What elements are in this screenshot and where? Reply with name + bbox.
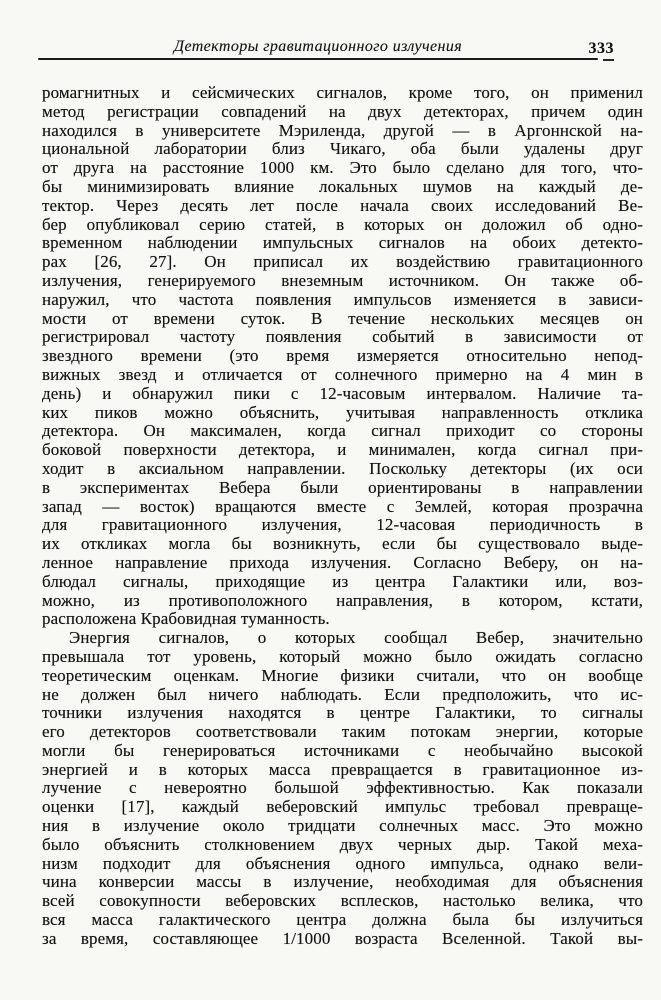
paragraph [42, 84, 643, 629]
text-line: блюдал сигналы, приходящие из центра Галактики или, воз- [42, 572, 643, 591]
text-line: оценки [17], каждый веберовский импульс требовал превраще- [42, 798, 643, 817]
paragraph [42, 629, 643, 949]
text-line: точники излучения находятся в центре Галактики, то сигналы [42, 704, 643, 723]
text-line: теоретическим оценкам. Многие физики считали, что он вообще [42, 666, 643, 685]
text-line: звездного времени (это время измеряется относительно непод- [42, 347, 643, 366]
text-line: его детекторов соответствовали таким потокам энергии, которые [42, 723, 643, 742]
text-line: запад — восток) вращаются вместе с Землей, которая прозрачна [42, 497, 643, 516]
header-rule-dash [603, 59, 614, 61]
text-line: в экспериментах Вебера были ориентированы в направлении [42, 478, 643, 497]
text-line: ких пиков можно объяснить, учитывая направленность отклика [42, 403, 643, 422]
text-line: их откликах могла бы возникнуть, если бы существовало выде- [42, 535, 643, 554]
text-line: расположена Крабовидная туманность. [42, 610, 330, 629]
text-line: для гравитационного излучения, 12-часовая периодичность в [42, 516, 643, 535]
text-line: мости от времени суток. В течение нескольких месяцев он [42, 309, 643, 328]
page-number: 333 [588, 40, 614, 57]
text-line: метод регистрации совпадений на двух детекторах, причем один [42, 102, 643, 121]
text-line: превышала тот уровень, который можно было ожидать согласно [42, 647, 643, 666]
body-text [42, 84, 643, 949]
text-line: Энергия сигналов, о которых сообщал Вебер, значительно [69, 629, 643, 648]
text-line: ленное направление прихода излучения. Согласно Веберу, он на- [42, 553, 643, 572]
text-line: от друга на расстояние 1000 км. Это было сделано для того, что- [42, 159, 643, 178]
text-line: энергией и в которых масса превращается в гравитационное из- [42, 760, 643, 779]
text-line: находился в университете Мэриленда, другой — в Аргоннской на- [42, 121, 643, 140]
text-line: бер опубликовал серию статей, в которых он доложил об одно- [42, 215, 643, 234]
text-line: не должен был ничего наблюдать. Если предположить, что ис- [42, 685, 643, 704]
text-line: детектора. Он максимален, когда сигнал приходит со стороны [42, 422, 643, 441]
text-line: всей совокупности веберовских всплесков, настолько велика, что [42, 892, 643, 911]
header-rule [38, 58, 598, 60]
text-line: можно, из противоположного направления, в котором, кстати, [42, 591, 643, 610]
text-line: рах [26, 27]. Он приписал их воздействию гравитационного [42, 253, 643, 272]
text-line: чина конверсии массы в излучение, необходимая для объяснения [42, 873, 643, 892]
text-line: боковой поверхности детектора, и минимален, когда сигнал при- [42, 441, 643, 460]
text-line: ния в излучение около тридцати солнечных масс. Это можно [42, 817, 643, 836]
running-head-title: Детекторы гравитационного излучения [173, 38, 463, 55]
text-line: лучение с невероятно большой эффективностью. Как показали [42, 779, 643, 798]
running-head [38, 38, 598, 56]
text-line: регистрировал частоту появления событий в зависимости от [42, 328, 643, 347]
text-line: день) и обнаружил пики с 12-часовым интервалом. Наличие та- [42, 384, 643, 403]
text-line: наружил, что частота появления импульсов изменяется в зависи- [42, 290, 643, 309]
text-line: было объяснить столкновением двух черных дыр. Такой меха- [42, 835, 643, 854]
text-line: вижных звезд и отличается от солнечного примерно на 4 мин в [42, 365, 643, 384]
text-line: за время, составляющее 1/1000 возраста Вселенной. Такой вы- [42, 929, 643, 948]
text-line: временном наблюдении импульсных сигналов на обоих детекто- [42, 234, 643, 253]
text-line: тектор. Через десять лет после начала своих исследований Ве- [42, 196, 643, 215]
text-line: ромагнитных и сейсмических сигналов, кроме того, он применил [42, 84, 643, 102]
text-line: могли бы генерироваться источниками с необычайно высокой [42, 741, 643, 760]
text-line: циональной лаборатории близ Чикаго, оба были удалены друг [42, 140, 643, 159]
text-line: низм подходит для объяснения одного импульса, однако вели- [42, 854, 643, 873]
text-line: ходит в аксиальном направлении. Поскольку детекторы (их оси [42, 459, 643, 478]
text-line: бы минимизировать влияние локальных шумов на каждый де- [42, 177, 643, 196]
text-line: вся масса галактического центра должна была бы излучиться [42, 911, 643, 930]
text-line: излучения, генерируемого внеземным источником. Он также об- [42, 271, 643, 290]
